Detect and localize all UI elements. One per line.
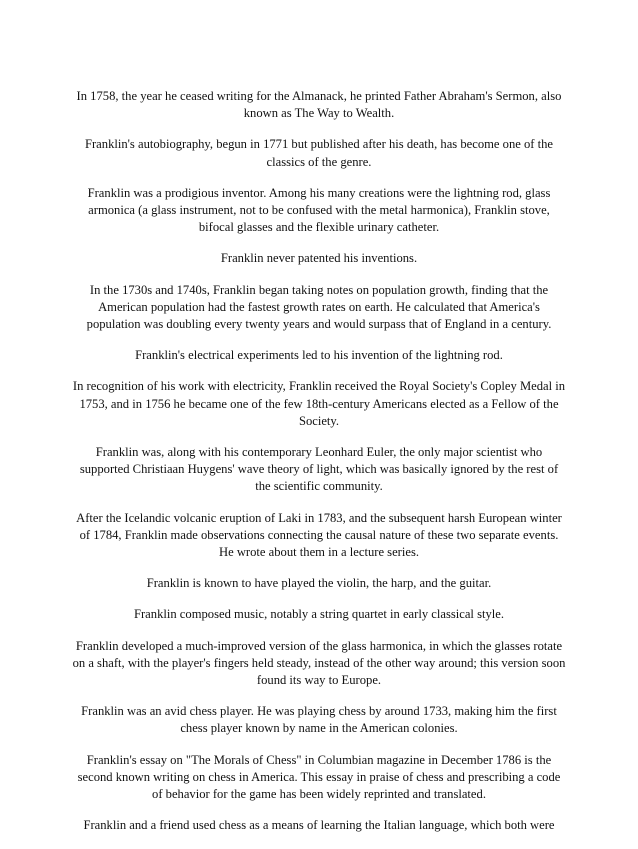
paragraph-patents: Franklin never patented his inventions. — [220, 251, 418, 266]
paragraph-autobiography: Franklin's autobiography, begun in 1771 but published after his death, has become one of the classics of the genre. — [84, 137, 554, 169]
paragraph-copley-medal: In recognition of his work with electricity, Franklin received the Royal Society's Copley Medal in 1753, and in 1756 he became one of the few 18th-century Americans elected as a Fellow of the Society. — [72, 379, 566, 428]
paragraph-italian: Franklin and a friend used chess as a means of learning the Italian language, which both were — [83, 818, 555, 833]
paragraph-electrical: Franklin's electrical experiments led to his invention of the lightning rod. — [135, 348, 503, 363]
paragraph-morals-of-chess: Franklin's essay on "The Morals of Chess" in Columbian magazine in December 1786 is the second known writing on chess in America. This essay in praise of chess and prescribing a code of behavior for the game has been widely reprinted and translated. — [77, 752, 561, 802]
paragraph-almanack: In 1758, the year he ceased writing for the Almanack, he printed Father Abraham's Sermon, also known as The Way to Wealth. — [76, 89, 562, 121]
document-body — [72, 88, 566, 849]
paragraph-chess-player: Franklin was an avid chess player. He was playing chess by around 1733, making him the first chess player known by name in the American colonies. — [81, 704, 557, 736]
paragraph-music: Franklin composed music, notably a string quartet in early classical style. — [133, 607, 505, 622]
paragraph-laki: After the Icelandic volcanic eruption of Laki in 1783, and the subsequent harsh European winter of 1784, Franklin made observations connecting the causal nature of these two separate events. He wrote about them in a lecture series. — [76, 510, 562, 560]
paragraph-population: In the 1730s and 1740s, Franklin began taking notes on population growth, finding that the American population had the fastest growth rates on earth. He calculated that America's population was doubling every twenty years and would surpass that of England in a century. — [86, 282, 552, 332]
paragraph-wave-theory: Franklin was, along with his contemporary Leonhard Euler, the only major scientist who supported Christiaan Huygens' wave theory of light, which was basically ignored by the rest of the scientific community. — [79, 445, 559, 494]
paragraph-instruments: Franklin is known to have played the violin, the harp, and the guitar. — [146, 576, 492, 591]
paragraph-inventor: Franklin was a prodigious inventor. Among his many creations were the lightning rod, glass armonica (a glass instrument, not to be confused with the metal harmonica), Franklin stove, bifocal glasses and the flexible urinary catheter. — [87, 185, 551, 235]
paragraph-glass-harmonica: Franklin developed a much-improved version of the glass harmonica, in which the glasses rotate on a shaft, with the player's fingers held steady, instead of the other way around; this version soon found its way to Europe. — [72, 638, 566, 688]
